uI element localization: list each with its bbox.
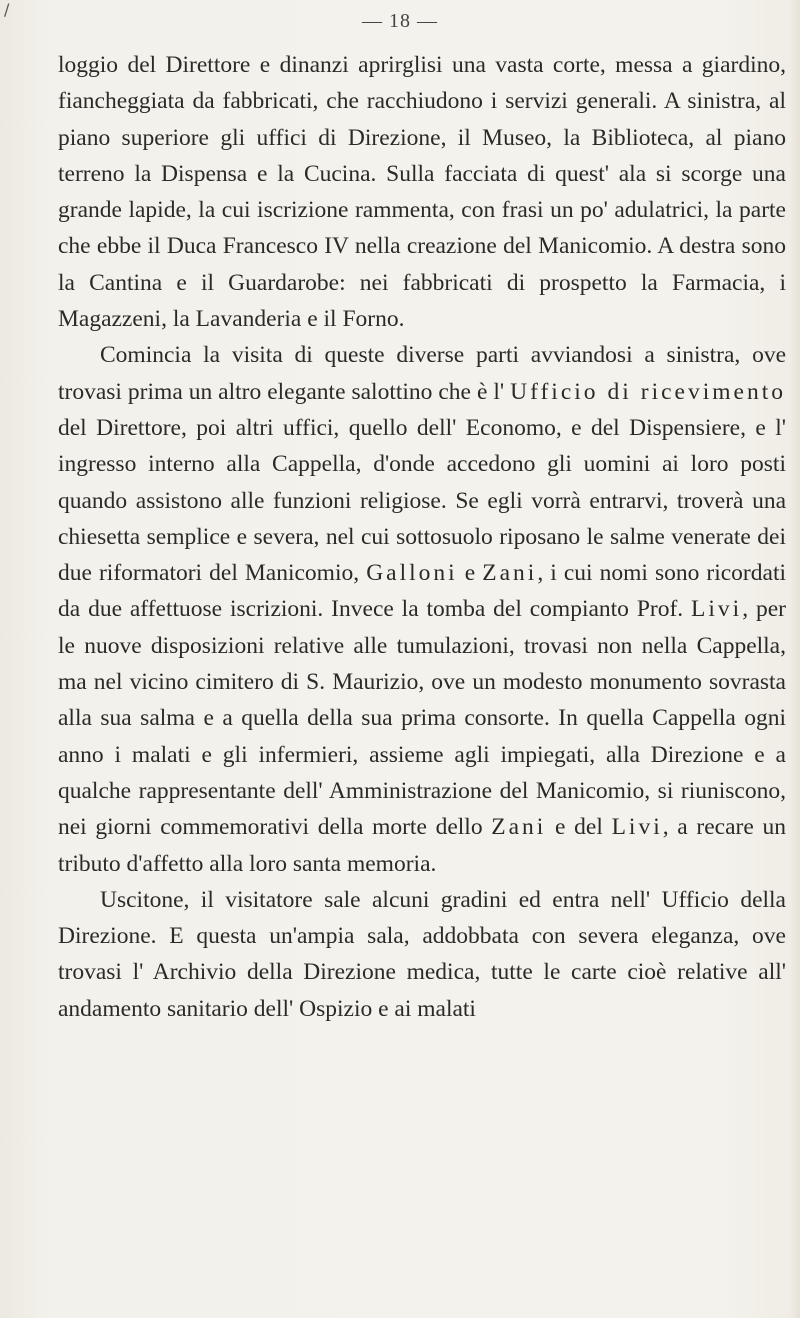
text-segment: , i cui nomi sono ricordati da due affettuose iscrizioni. Invece la tomba del compianto Prof. (58, 560, 786, 623)
text-segment: e (457, 560, 483, 587)
text-segment: , per le nuove disposizioni relative alle tumulazioni, trovasi non nella Cappella, ma nel vicino cimitero di S. Maurizio, ove un modesto monumento sovrasta alla sua salma e a quella della sua prima consorte. In quella Cappella ogni anno i malati e gli infermieri, assieme agli impiegati, alla Direzione e a qualche rappresentante dell' Amministrazione del Manicomio, si riuniscono, nei giorni commemorativi della morte dello (58, 596, 786, 841)
spaced-emphasis-text: Zani (482, 560, 538, 587)
text-segment: e del (546, 814, 612, 841)
paragraph (58, 337, 786, 881)
corner-mark: / (4, 0, 10, 19)
body-text (58, 47, 786, 1027)
text-segment: Comincia la visita di queste diverse parti avviandosi a sinistra, ove trovasi prima un altro elegante salottino che è l' (58, 342, 786, 405)
text-segment: loggio del Direttore e dinanzi aprirglisi una vasta corte, messa a giardino, fiancheggiata da fabbricati, che racchiudono i servizi generali. A sinistra, al piano superiore gli uffici di Direzione, il Museo, la Biblioteca, al piano terreno la Dispensa e la Cucina. Sulla facciata di quest' ala si scorge una grande lapide, la cui iscrizione rammenta, con frasi un po' adulatrici, la parte che ebbe il Duca Francesco IV nella creazione del Manicomio. A destra sono la Cantina e il Guardarobe: nei fabbricati di prospetto la Farmacia, i Magazzeni, la Lavanderia e il Forno. (58, 52, 786, 333)
text-segment: Uscitone, il visitatore sale alcuni gradini ed entra nell' Ufficio della Direzione. E questa un'ampia sala, addobbata con severa eleganza, ove trovasi l' Archivio della Direzione medica, tutte le carte cioè relative all' andamento sanitario dell' Ospizio e ai malati (58, 886, 786, 1022)
spaced-emphasis-text: Galloni (366, 560, 458, 587)
spaced-emphasis-text: Ufficio di ricevimento (510, 378, 786, 405)
spaced-emphasis-text: Zani (491, 814, 547, 841)
text-segment: , a recare un tributo d'affetto alla loro santa memoria. (58, 814, 786, 877)
page-edge (790, 0, 800, 1318)
paragraph (58, 882, 786, 1027)
text-segment: del Direttore, poi altri uffici, quello dell' Economo, e del Dispensiere, e l' ingresso interno alla Cappella, d'onde accedono gli uomini ai loro posti quando assistono alle funzioni religiose. Se egli vorrà entrarvi, troverà una chiesetta semplice e severa, nel cui sottosuolo riposano le salme venerate dei due riformatori del Manicomio, (58, 414, 786, 587)
page-number-header: — 18 — (362, 10, 438, 32)
spaced-emphasis-text: Livi (691, 596, 743, 623)
paragraph (58, 47, 786, 337)
spaced-emphasis-text: Livi (611, 814, 663, 841)
